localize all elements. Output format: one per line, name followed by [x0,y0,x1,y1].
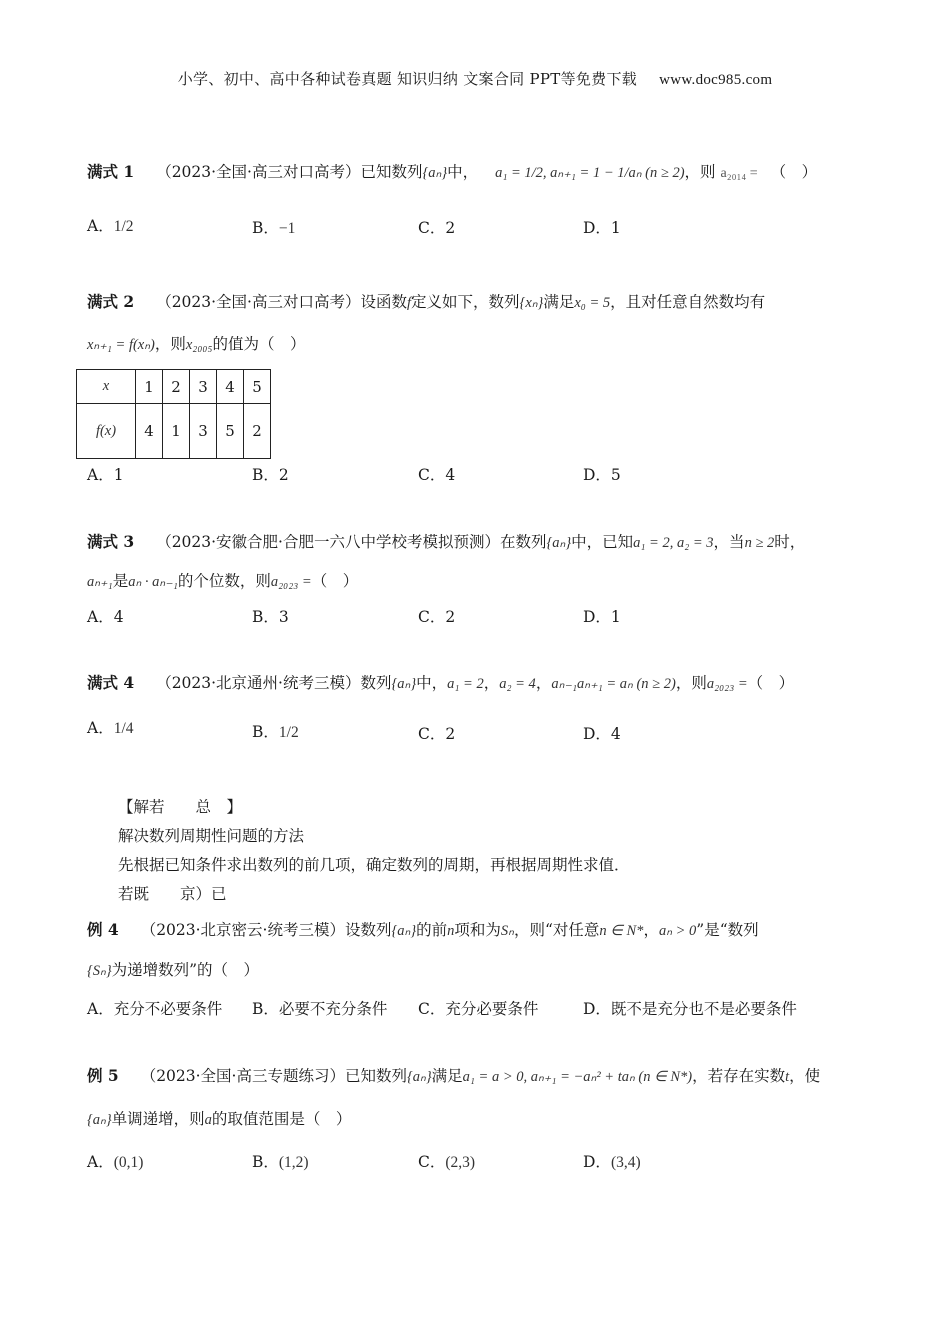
q4-seq: {aₙ} [391,676,417,692]
ex5-text: ，使 [789,1067,821,1085]
ex4-option-b: B．必要不充分条件 [252,1000,388,1018]
q1-option-d: D．1 [583,219,621,237]
ex5-text: 单调递增，则 [111,1110,205,1128]
option-letter: B． [252,219,279,237]
q4-text: ，则 [675,674,707,692]
ex4-text: ”是“数列 [696,921,759,939]
ex5-source: （2023·全国·高三专题练习）已知数列 [140,1067,407,1085]
table-row [77,404,271,459]
option-value: 1/2 [278,724,299,741]
ex5-cond: a₁ = a > 0, aₙ₊₁ = −aₙ² + taₙ (n ∈ N*) [462,1069,693,1085]
ex5-text: 的取值范围是（ ） [211,1110,352,1128]
q2-option-b: B．2 [252,466,289,484]
ex5-option-c [418,1150,475,1172]
q2-seq: {xₙ} [519,295,544,311]
ex5-a: a [204,1112,212,1128]
ex4-text: 项和为 [454,921,501,939]
ex5-text: 满足 [431,1067,463,1085]
q3-init: a₁ = 2, a₂ = 3 [633,535,714,551]
table-header-cell: x [77,370,136,404]
table-header-cell: 5 [244,370,271,404]
q2-recurrence: xₙ₊₁ = f(xₙ) [87,337,155,353]
q4-a1: a₁ = 2 [447,676,484,692]
q1-paren: （ ） [770,163,818,181]
ex5-seq: {aₙ} [407,1069,432,1085]
ex5-stem-1 [87,1064,820,1086]
ex5-option-a [87,1150,143,1172]
q3-text: 时， [774,533,806,551]
function-table [76,369,271,459]
option-letter: A． [87,217,114,235]
q4-source: （2023·北京通州·统考三模）数列 [156,674,392,692]
q3-target: a₂₀₂₃ = [270,574,312,590]
table-header-cell: 3 [190,370,217,404]
q2-option-a: A．1 [87,466,124,484]
header-site: www.doc985.com [659,72,773,88]
table-cell: f(x) [77,404,136,459]
q4-option-d: D．4 [583,725,621,743]
q3-term: aₙ₊₁ [87,574,113,590]
q4-option-c: C．2 [418,725,456,743]
table-row [77,370,271,404]
option-value: 1/2 [113,218,134,235]
table-header-cell: 2 [163,370,190,404]
q2-text: ，且对任意自然数均有 [610,293,766,311]
q3-cond: n ≥ 2 [744,535,775,551]
ex5-text: ，若存在实数 [692,1067,786,1085]
ex4-stem-1 [87,918,759,940]
option-letter: C． [418,1153,446,1171]
ex4-seq: {aₙ} [391,923,417,939]
q3-text: ，当 [713,533,745,551]
option-value: (2,3) [445,1154,476,1171]
q2-source: （2023·全国·高三对口高考）设函数 [156,293,407,311]
q2-text: ，则 [154,335,186,353]
ex5-option-b [252,1150,309,1172]
table-cell: 4 [136,404,163,459]
q4-option-b [252,720,299,742]
option-letter: D． [583,1153,611,1171]
option-letter: A． [87,1153,114,1171]
q3-text: 是 [112,572,129,590]
q1-target: a₂₀₁₄ = [720,166,758,181]
option-letter: B． [252,1153,279,1171]
option-value: 1/4 [113,720,134,737]
q1-text: 中， [447,163,479,181]
option-letter: B． [252,723,279,741]
q2-text: 的值为（ ） [212,335,306,353]
ex4-sum: Sₙ [500,923,514,939]
q2-x0: x₀ = 5 [574,295,611,311]
q3-option-b: B．3 [252,608,289,626]
q4-recurrence: aₙ₋₁aₙ₊₁ = aₙ (n ≥ 2) [551,676,676,692]
q3-text: 的个位数，则 [177,572,271,590]
ex5-t: t [785,1069,790,1085]
ex4-option-d: D．既不是充分也不是必要条件 [583,1000,797,1018]
q2-target: x₂₀₀₅ [185,337,213,353]
table-cell: 2 [244,404,271,459]
q2-f: f [407,295,412,311]
q4-target: a₂₀₂₃ = [706,676,748,692]
q3-text: 中，已知 [571,533,634,551]
ex5-stem-2 [87,1107,351,1129]
header-text: 小学、初中、高中各种试卷真题 知识归纳 文案合同 PPT等免费下载 [177,70,638,88]
q1-condition: a₁ = 1/2, aₙ₊₁ = 1 − 1/aₙ (n ≥ 2) [495,165,685,181]
table-cell: 3 [190,404,217,459]
q1-option-b [252,216,295,238]
ex4-option-c: C．充分必要条件 [418,1000,539,1018]
ex4-text: 的前 [416,921,448,939]
q1-source: （2023·全国·高三对口高考）已知数列 [156,163,423,181]
summary-line: 若既 京）已 [118,885,227,903]
q4-a2: a₂ = 4 [499,676,536,692]
q3-stem-2 [87,569,358,591]
ex4-text: ，则“对任意 [513,921,600,939]
q3-product: aₙ · aₙ₋₁ [128,574,178,590]
q3-option-d: D．1 [583,608,621,626]
q3-option-c: C．2 [418,608,456,626]
ex4-label: 例 4 [87,920,119,939]
ex5-seq: {aₙ} [87,1112,112,1128]
ex4-pos: aₙ > 0 [658,923,697,939]
table-header-cell: 4 [217,370,244,404]
ex4-cond: n ∈ N* [599,923,644,939]
q3-option-a: A．4 [87,608,124,626]
option-value: (1,2) [278,1154,309,1171]
page-header [0,68,950,89]
q2-option-c: C．4 [418,466,456,484]
table-cell: 5 [217,404,244,459]
q2-text: 满足 [543,293,575,311]
ex5-option-d [583,1150,641,1172]
q3-text: （ ） [311,572,359,590]
q4-text: ， [535,674,552,692]
ex4-stem-2 [87,958,259,980]
q1-option-a [87,214,134,236]
q1-seq: {aₙ} [422,165,448,181]
ex4-sseq: {Sₙ} [87,963,112,979]
q1-stem [87,160,817,182]
q2-label: 满式 2 [87,292,135,311]
table-header-cell: 1 [136,370,163,404]
q2-option-d: D．5 [583,466,621,484]
summary-title: 【解若 总 】 [118,798,243,816]
q2-text: 定义如下，数列 [411,293,520,311]
option-value: −1 [278,220,296,237]
option-value: (0,1) [113,1154,144,1171]
q1-option-c: C．2 [418,219,456,237]
q1-label: 满式 1 [87,162,135,181]
ex4-text: ， [643,921,659,939]
option-value: (3,4) [610,1154,641,1171]
summary-line: 先根据已知条件求出数列的前几项，确定数列的周期，再根据周期性求值． [118,856,630,874]
q4-text: 中， [416,674,448,692]
q4-stem [87,671,794,693]
q4-label: 满式 4 [87,673,135,692]
summary-line: 解决数列周期性问题的方法 [118,827,305,845]
ex4-text: 为递增数列”的（ ） [111,961,260,979]
ex4-source: （2023·北京密云·统考三模）设数列 [140,921,392,939]
q4-text: （ ） [747,674,795,692]
table-cell: 1 [163,404,190,459]
ex4-n: n [447,923,455,939]
ex4-option-a: A．充分不必要条件 [87,1000,223,1018]
q3-label: 满式 3 [87,532,135,551]
q4-text: ， [483,674,500,692]
q2-stem-1 [87,290,765,312]
q3-source: （2023·安徽合肥·合肥一六八中学校考模拟预测）在数列 [156,533,547,551]
q4-option-a [87,716,134,738]
q3-stem-1 [87,530,805,552]
option-letter: A． [87,719,114,737]
q3-seq: {aₙ} [546,535,572,551]
q2-stem-2 [87,332,305,354]
ex5-label: 例 5 [87,1066,119,1085]
q1-text: ，则 [684,163,716,181]
